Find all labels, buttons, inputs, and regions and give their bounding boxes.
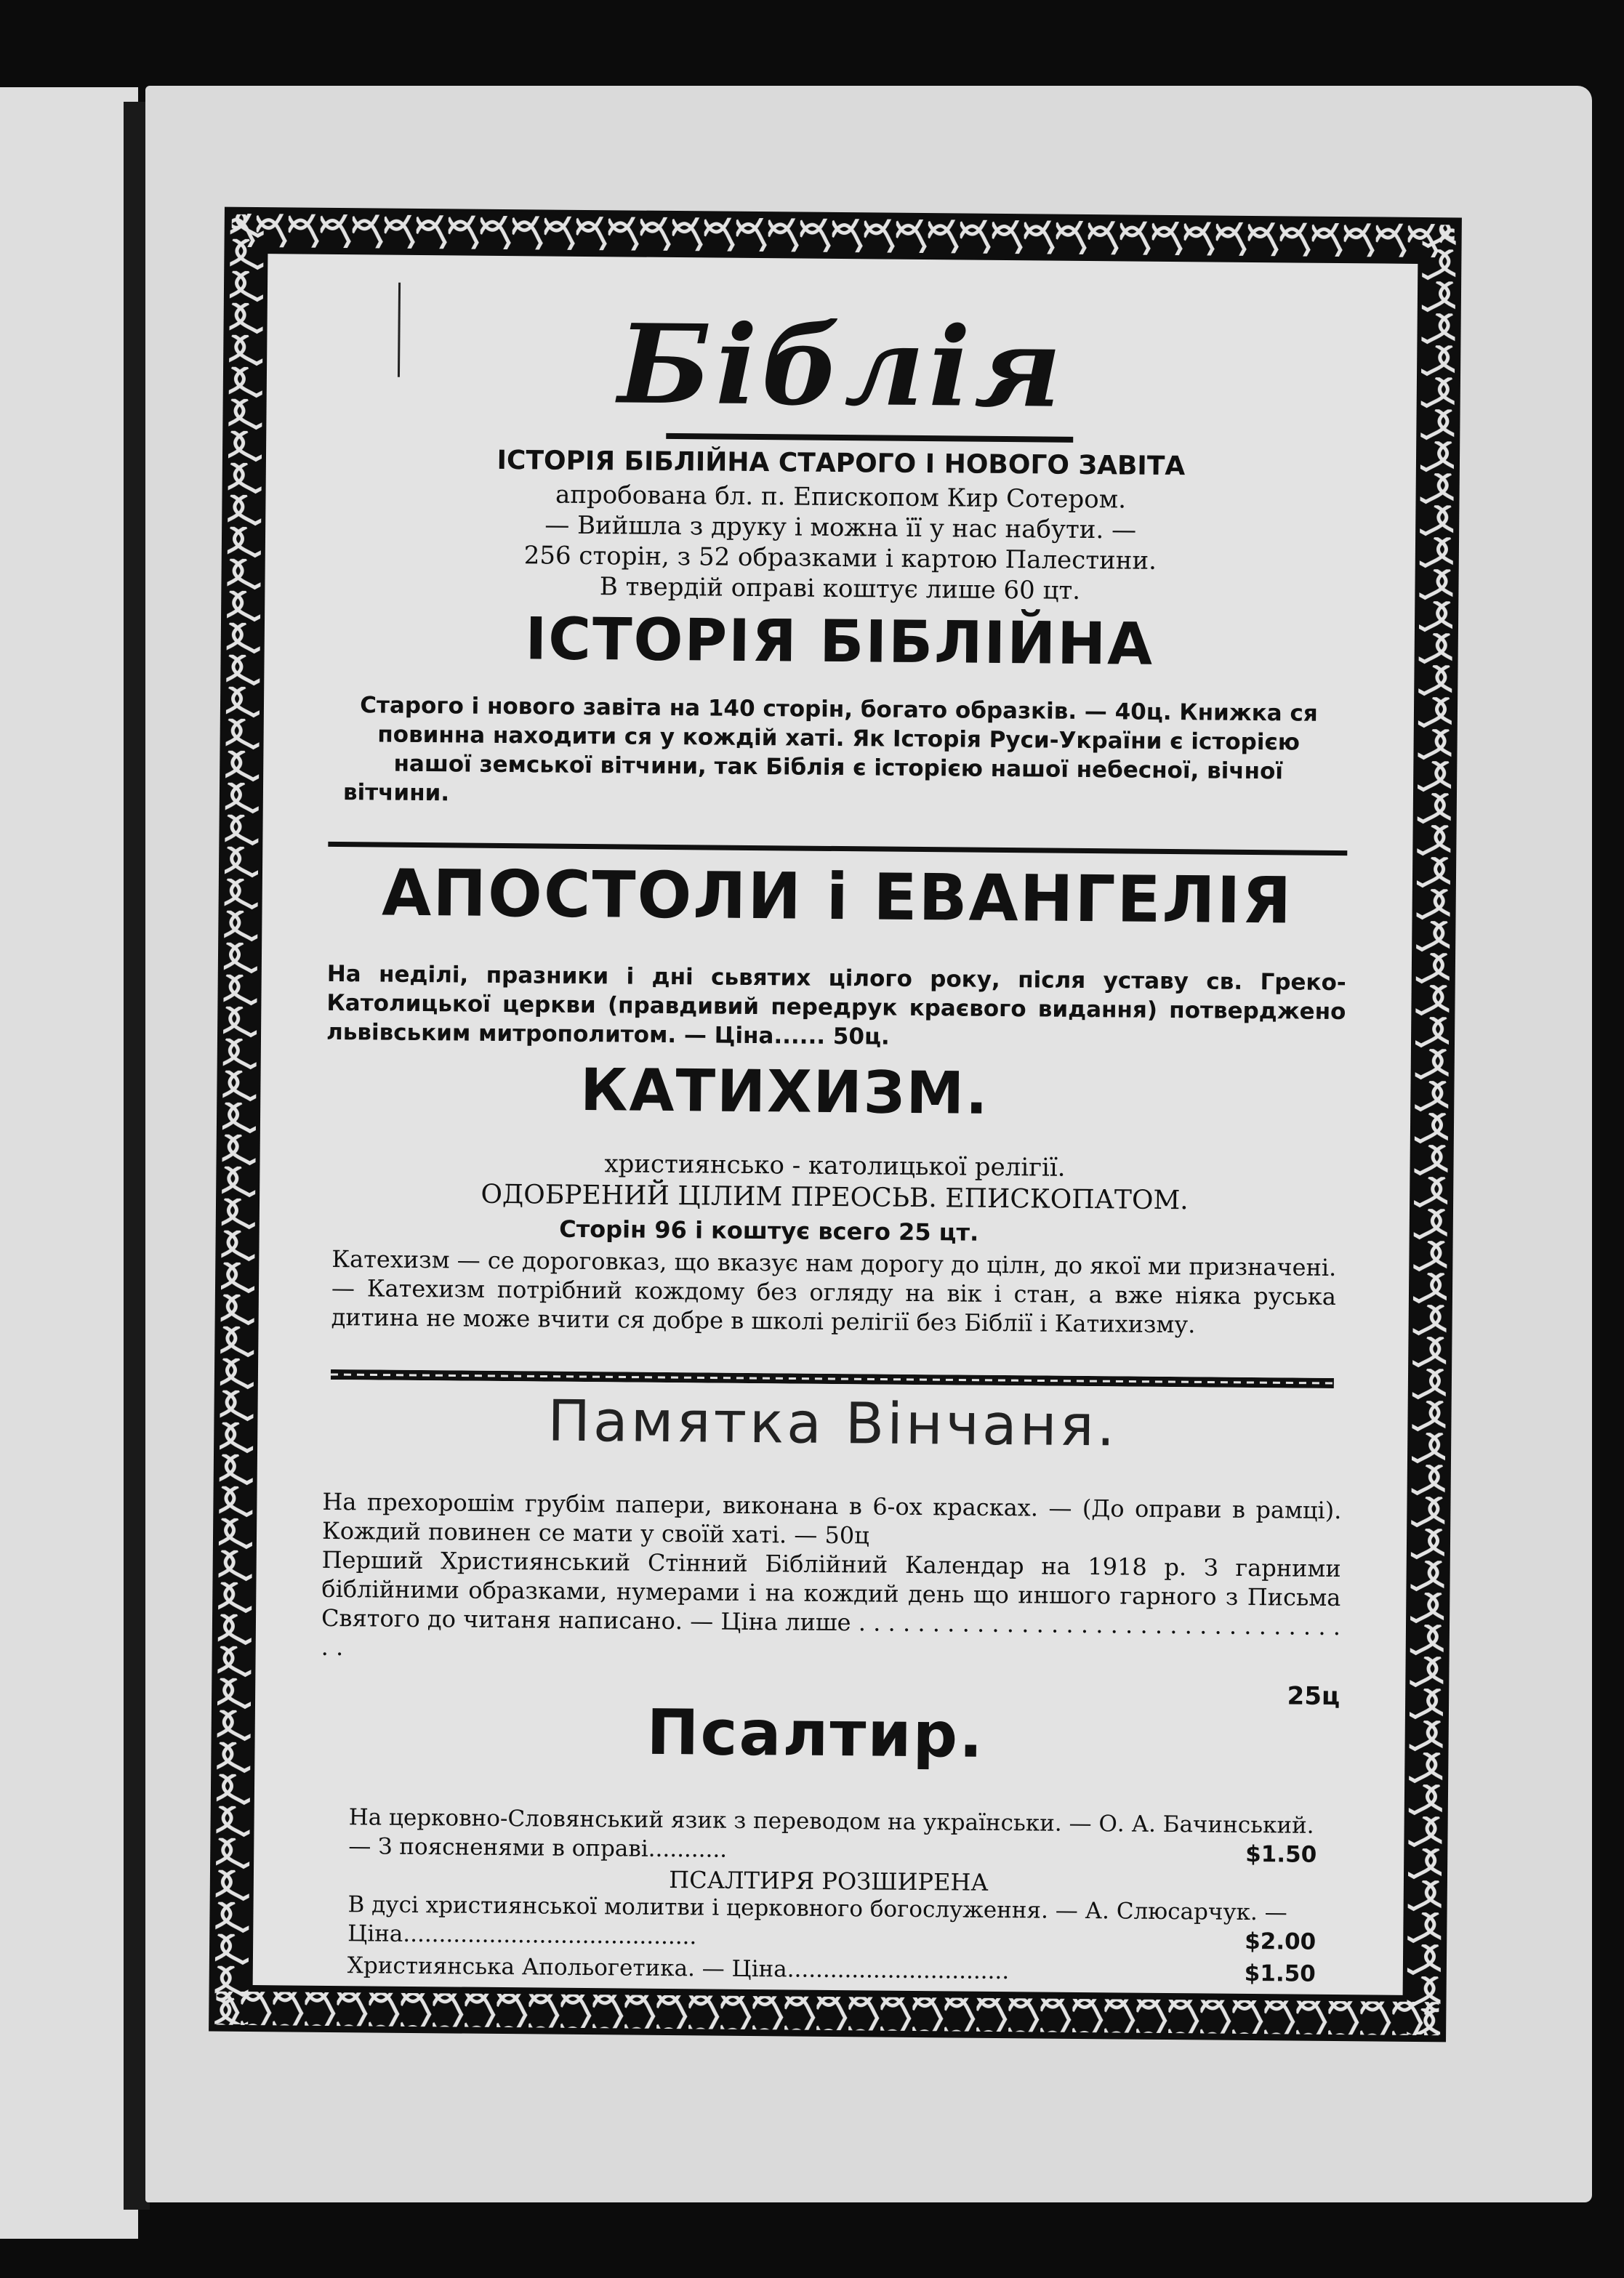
apostles-text: На неділі, празники і дні сьвятих цілого року, після уставу св. Греко-Католицької церкви (правдивий передрук краєвого видання) потверджено львівським митрополитом. — Ціна...... 50ц. [326, 960, 1346, 1050]
psalter-item-2-text: В дусі християнської молитви і церковного богослуження. — А. Слюсарчук. — Ціна......................................... [347, 1891, 1287, 1950]
psalter-item-1-text: На церковно-Словянський язик з переводом на українськи. — О. А. Бачинський. — З поясненями в оправі........... [348, 1804, 1314, 1863]
catechism-heading: КАТИХИЗМ. [579, 1055, 989, 1127]
psalter-item-2 [347, 1890, 1317, 1957]
wedding-price-2: 25ц [1287, 1681, 1340, 1712]
psalter-item-1 [348, 1803, 1317, 1870]
advertisement-frame [209, 207, 1462, 2042]
wedding-heading: Памятка Вінчаня. [547, 1388, 1118, 1460]
wedding-text-1: На прехорошім грубім папери, виконана в 6-ох красках. — (До оправи в рамці). Кождий повинен се мати у своїй хаті. — 50ц [321, 1487, 1342, 1550]
bible-line-2: — Вийшла з друку і можна її у нас набути. — [544, 510, 1137, 545]
main-title: Біблія [617, 300, 1066, 432]
bible-line-1: апробована бл. п. Епископом Кир Сотером. [555, 480, 1127, 515]
apostles-heading: АПОСТОЛИ і ЕВАНГЕЛІЯ [381, 855, 1293, 938]
section-divider [328, 842, 1347, 856]
catechism-line-2: ОДОБРЕНИЙ ЦІЛИМ ПРЕОСЬВ. ЕПИСКОПАТОМ. [481, 1179, 1189, 1216]
psalter-item-3-price: $1.50 [1244, 1960, 1316, 1987]
wedding-text-2: Перший Християнський Стінний Біблійний Календар на 1918 р. З гарними біблійними образками, нумерами і на кождий день що иншого гарного з Письма Святого до читаня написано. — Ціна лише . . . . . . . . . . . . . . . . . . . . . . . . . . . . . . . . . . . [321, 1545, 1341, 1662]
decorative-divider [331, 1369, 1334, 1388]
title-underline [666, 433, 1073, 443]
psalter-item-2-price: $2.00 [1244, 1928, 1317, 1955]
catechism-text: Катехизм — се дороговказ, що вказує нам дорогу до цілн, до якої ми призначені. — Катехизм потрібний кождому без огляду на вік і стан, а вже ніяка руська дитина не може вчити ся добре в школі релігії без Біблії і Катихизму. [331, 1244, 1337, 1339]
psalter-item-3-text: Християнська Апольогетика. — Ціна............................... [347, 1952, 1010, 1985]
catechism-line-1: християнсько - католицької релігії. [604, 1149, 1066, 1183]
bible-line-4: В твердій оправі коштує лише 60 цт. [599, 572, 1081, 605]
psalter-subheading: ПСАЛТИРЯ РОЗШИРЕНА [669, 1866, 989, 1896]
psalter-item-3 [347, 1951, 1316, 1989]
catechism-line-3: Сторін 96 і коштує всего 25 цт. [559, 1215, 979, 1247]
psalter-item-1-price: $1.50 [1245, 1840, 1317, 1868]
psalter-heading: Псалтир. [646, 1696, 985, 1772]
bible-subtitle: ІСТОРІЯ БІБЛІЙНА СТАРОГО І НОВОГО ЗАВІТА [497, 445, 1186, 482]
bible-line-3: 256 сторін, з 52 образками і картою Палестини. [523, 541, 1157, 576]
advertisement-content [253, 254, 1418, 1995]
left-page-edge [0, 87, 138, 2239]
history-text: Старого і нового завіта на 140 сторін, богато образків. — 40ц. Книжка ся повинна находити ся у кождій хаті. Як Історія Руси-України є історією нашої земської вітчини, так Біблія є історією нашої небесної, вічної вітчини. [342, 692, 1318, 807]
history-heading: ІСТОРІЯ БІБЛІЙНА [525, 605, 1154, 678]
